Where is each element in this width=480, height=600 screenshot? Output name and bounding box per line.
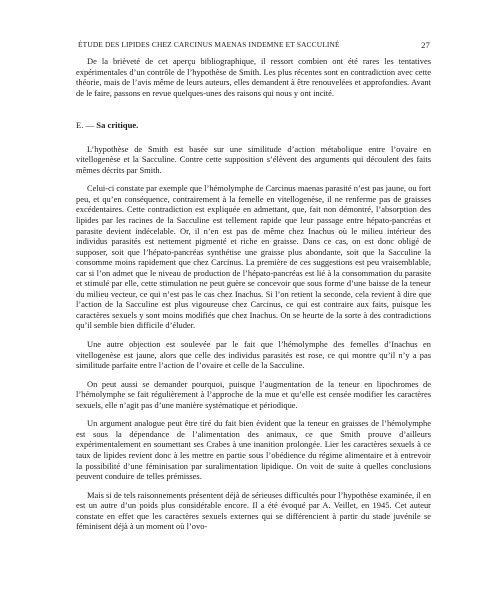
paragraph-1: L’hypothèse de Smith est basée sur une similitude d’action métabolique entre l’ovaire en vitellogenèse et la Sacculine. Contre cette supposition s’élèvent des arguments qui découlent des faits mêmes décrits par Smith. [76,143,431,175]
section-heading [76,120,431,131]
body-text [76,56,431,532]
paragraph-2: Celui-ci constate par exemple que l’hémolymphe de Carcinus maenas parasité n’est pas jaune, ou fort peu, et qu’en conséquence, contrairement à la femelle en vitellogenèse, il ne renferme pas de graisses excédentaires. Cette contradiction est expliquée en admettant, que, fait non démontré, l’absorption des lipides par les racines de la Sacculine est tellement rapide que leur passage entre hépato-pancréas et parasite devient indécelable. Or, il n’en est pas de même chez Inachus où le milieu intérieur des individus parasités est nettement pigmenté et riche en graisse. Dans ce cas, on est donc obligé de supposer, soit que l’hépato-pancréas synthétise une graisse plus abondante, soit que la Sacculine la consomme moins rapidement que chez Carcinus. La première de ces suggestions est peu vraisemblable, car si l’on admet que le niveau de production de l’hépato-pancréas est lié à la consommation du parasite et stimulé par elle, cette stimulation ne peut guère se concevoir que sous forme d’une baisse de la teneur du milieu vecteur, ce qui n’est pas le cas chez Inachus. Si l’on retient la seconde, cela revient à dire que l’action de la Sacculine est plus vigoureuse chez Carcinus, ce qui est contraire aux faits, puisque les caractères sexuels y sont moins modifiés que chez Inachus. On se heurte de la sorte à des contradictions qu’il semble bien difficile d’éluder. [76,183,431,331]
running-title: ÉTUDE DES LIPIDES CHEZ CARCINUS MAENAS INDEMNE ET SACCULINÉ [78,40,340,49]
paragraph-5: Un argument analogue peut être tiré du fait bien évident que la teneur en graisses de l’hémolymphe est sous la dépendance de l’alimentation des animaux, ce que Smith prouve d’ailleurs expérimentalement en soumettant ses Crabes à une inanition prolongée. Lier les caractères sexuels à ce taux de lipides revient donc à les mettre en partie sous l’obédience du régime alimentaire et à entrevoir la possibilité d’une féminisation par suralimentation lipidique. On voit de suite à quelles conclusions peuvent conduire de telles prémisses. [76,418,431,482]
section-label: E. — [76,120,95,131]
paragraph-3: Une autre objection est soulevée par le fait que l’hémolymphe des femelles d’Inachus en vitellogenèse est jaune, alors que celle des individus parasités est rose, ce qui montre qu’il n’y a pas similitude parfaite entre l’action de l’ovaire et celle de la Sacculine. [76,339,431,371]
paragraph-6: Mais si de tels raisonnements présentent déjà de sérieuses difficultés pour l’hypothèse examinée, il en est un autre d’un poids plus considérable encore. Il a été évoqué par A. Veillet, en 1945. Cet auteur constate en effet que les caractères sexuels externes qui se différencient à partir du stade juvénile se féminisent déjà à un moment où l’ovo- [76,489,431,532]
page-number: 27 [421,40,430,50]
intro-paragraph: De la brièveté de cet aperçu bibliographique, il ressort combien ont été rares les tentatives expérimentales d’un contrôle de l’hypothèse de Smith. Les plus récentes sont en contradiction avec cette théorie, mais de l’avis même de leurs auteurs, elles demandent à être renouvelées et approfondies. Avant de le faire, passons en revue quelques-unes des raisons qui nous y ont incité. [76,56,431,98]
section-title: Sa critique. [96,120,139,131]
paragraph-4: On peut aussi se demander pourquoi, puisque l’augmentation de la teneur en lipochromes de l’hémolymphe se fait régulièrement à l’approche de la mue et qu’elle est censée modifier les caractères sexuels, elle n’agit pas d’une manière systématique et périodique. [76,378,431,410]
page-header [78,40,430,49]
